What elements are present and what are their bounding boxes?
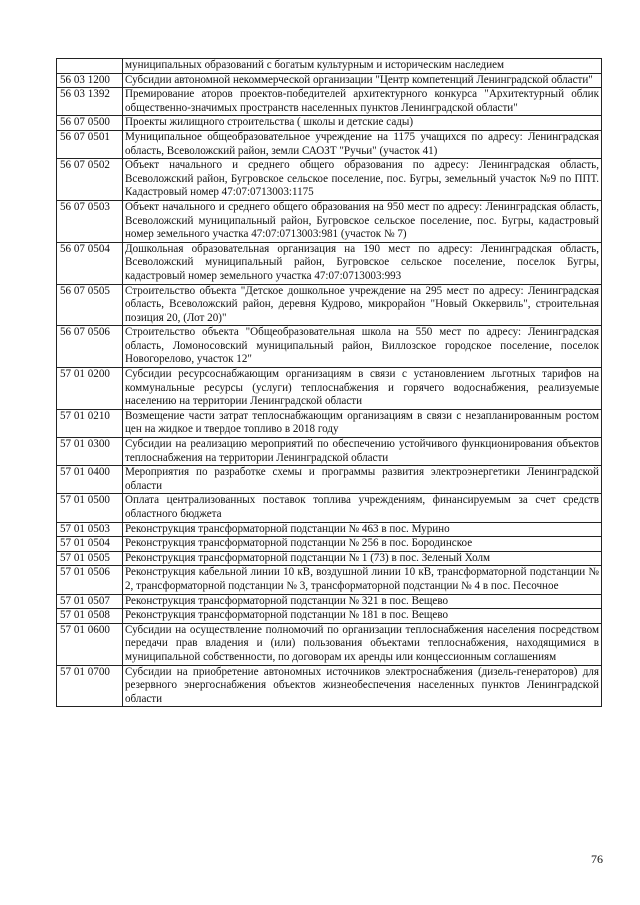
row-description: Субсидии на реализацию мероприятий по обеспечению устойчивого функционирования объектов теплоснабжения на территории Ленинградской области	[123, 438, 602, 466]
row-code: 57 01 0508	[57, 609, 123, 624]
row-description: муниципальных образований с богатым культурным и историческим наследием	[123, 59, 602, 74]
row-description: Возмещение части затрат теплоснабжающим организациям в связи с незапланированным ростом цен на жидкое и твердое топливо в 2018 году	[123, 409, 602, 437]
row-description: Субсидии ресурсоснабжающим организациям в связи с установлением льготных тарифов на коммунальные ресурсы (услуги) теплоснабжения и горячего водоснабжения, реализуемые населению на территории Ленинградской области	[123, 368, 602, 410]
row-description: Реконструкция трансформаторной подстанции № 1 (73) в пос. Зеленый Холм	[123, 551, 602, 566]
row-description: Реконструкция трансформаторной подстанции № 181 в пос. Вещево	[123, 609, 602, 624]
budget-code-table	[56, 58, 602, 707]
table-row	[57, 494, 602, 522]
row-code	[57, 59, 123, 74]
row-code: 56 07 0504	[57, 242, 123, 284]
row-description: Реконструкция трансформаторной подстанции № 321 в пос. Вещево	[123, 594, 602, 609]
page-number: 76	[591, 852, 603, 866]
row-code: 56 07 0500	[57, 116, 123, 131]
row-description: Премирование аторов проектов-победителей архитектурного конкурса "Архитектурный облик общественно-значимых пространств населенных пунктов Ленинградской области"	[123, 88, 602, 116]
row-description: Мероприятия по разработке схемы и программы развития электроэнергетики Ленинградской области	[123, 466, 602, 494]
table-row	[57, 59, 602, 74]
row-description: Оплата централизованных поставок топлива учреждениям, финансируемым за счет средств областного бюджета	[123, 494, 602, 522]
row-code: 56 07 0501	[57, 130, 123, 158]
row-description: Строительство объекта "Общеобразовательная школа на 550 мест по адресу: Ленинградская область, Ломоносовский муниципальный район, Виллозское городское поселение, поселок Новогорелово, участок 12"	[123, 326, 602, 368]
row-code: 56 07 0505	[57, 284, 123, 326]
row-code: 56 07 0506	[57, 326, 123, 368]
table-row	[57, 284, 602, 326]
row-description: Объект начального и среднего общего образования по адресу: Ленинградская область, Всеволожский район, Бугровское сельское поселение, пос. Бугры, земельный участок №9 по ППТ. Кадастровый номер 47:07:0713003:1175	[123, 159, 602, 201]
row-code: 56 03 1200	[57, 73, 123, 88]
table-row	[57, 609, 602, 624]
row-description: Реконструкция трансформаторной подстанции № 463 в пос. Мурино	[123, 522, 602, 537]
table-row	[57, 522, 602, 537]
table-row	[57, 88, 602, 116]
row-description: Реконструкция кабельной линии 10 кВ, воздушной линии 10 кВ, трансформаторной подстанции № 2, трансформаторной подстанции № 3, трансформаторной подстанции № 4 в пос. Песочное	[123, 566, 602, 594]
table-row	[57, 537, 602, 552]
row-description: Объект начального и среднего общего образования на 950 мест по адресу: Ленинградская область, Всеволожский муниципальный район, Бугровское сельское поселение, пос. Бугры, кадастровый номер земельного участка 47:07:0713003:981 (участок № 7)	[123, 200, 602, 242]
row-description: Дошкольная образовательная организация на 190 мест по адресу: Ленинградская область, Всеволожский муниципальный район, Бугровское сельское поселение, поселок Бугры, кадастровый номер земельного участка 47:07:0713003:993	[123, 242, 602, 284]
row-code: 56 07 0503	[57, 200, 123, 242]
row-code: 57 01 0300	[57, 438, 123, 466]
row-code: 56 07 0502	[57, 159, 123, 201]
row-description: Муниципальное общеобразовательное учреждение на 1175 учащихся по адресу: Ленинградская область, Всеволожский район, земли САОЗТ "Ручьи" (участок 41)	[123, 130, 602, 158]
row-description: Проекты жилищного строительства ( школы и детские сады)	[123, 116, 602, 131]
table-row	[57, 159, 602, 201]
row-code: 57 01 0700	[57, 665, 123, 707]
table-row	[57, 130, 602, 158]
row-description: Субсидии автономной некоммерческой организации "Центр компетенций Ленинградской области"	[123, 73, 602, 88]
table-row	[57, 623, 602, 665]
row-code: 57 01 0210	[57, 409, 123, 437]
table-row	[57, 200, 602, 242]
table-row	[57, 438, 602, 466]
row-code: 57 01 0500	[57, 494, 123, 522]
table-row	[57, 594, 602, 609]
row-description: Субсидии на приобретение автономных источников электроснабжения (дизель-генераторов) для резервного энергоснабжения объектов жизнеобеспечения населенных пунктов Ленинградской области	[123, 665, 602, 707]
row-description: Реконструкция трансформаторной подстанции № 256 в пос. Бородинское	[123, 537, 602, 552]
row-code: 57 01 0505	[57, 551, 123, 566]
row-code: 57 01 0200	[57, 368, 123, 410]
table-row	[57, 242, 602, 284]
table-row	[57, 409, 602, 437]
row-code: 57 01 0503	[57, 522, 123, 537]
table-row	[57, 368, 602, 410]
row-description: Субсидии на осуществление полномочий по организации теплоснабжения населения посредством передачи прав владения и (или) пользования объектами теплоснабжения, находящимися в муниципальной собственности, по договорам их аренды или концессионным соглашениям	[123, 623, 602, 665]
table-row	[57, 466, 602, 494]
row-description: Строительство объекта "Детское дошкольное учреждение на 295 мест по адресу: Ленинградская область, Всеволожский район, деревня Кудрово, микрорайон "Новый Оккервиль", строительная позиция 20, (Лот 20)"	[123, 284, 602, 326]
row-code: 57 01 0506	[57, 566, 123, 594]
table-row	[57, 326, 602, 368]
table-row	[57, 551, 602, 566]
table-row	[57, 566, 602, 594]
table-body	[57, 59, 602, 707]
row-code: 57 01 0504	[57, 537, 123, 552]
table-row	[57, 665, 602, 707]
row-code: 57 01 0400	[57, 466, 123, 494]
row-code: 57 01 0600	[57, 623, 123, 665]
row-code: 57 01 0507	[57, 594, 123, 609]
row-code: 56 03 1392	[57, 88, 123, 116]
table-row	[57, 116, 602, 131]
table-row	[57, 73, 602, 88]
